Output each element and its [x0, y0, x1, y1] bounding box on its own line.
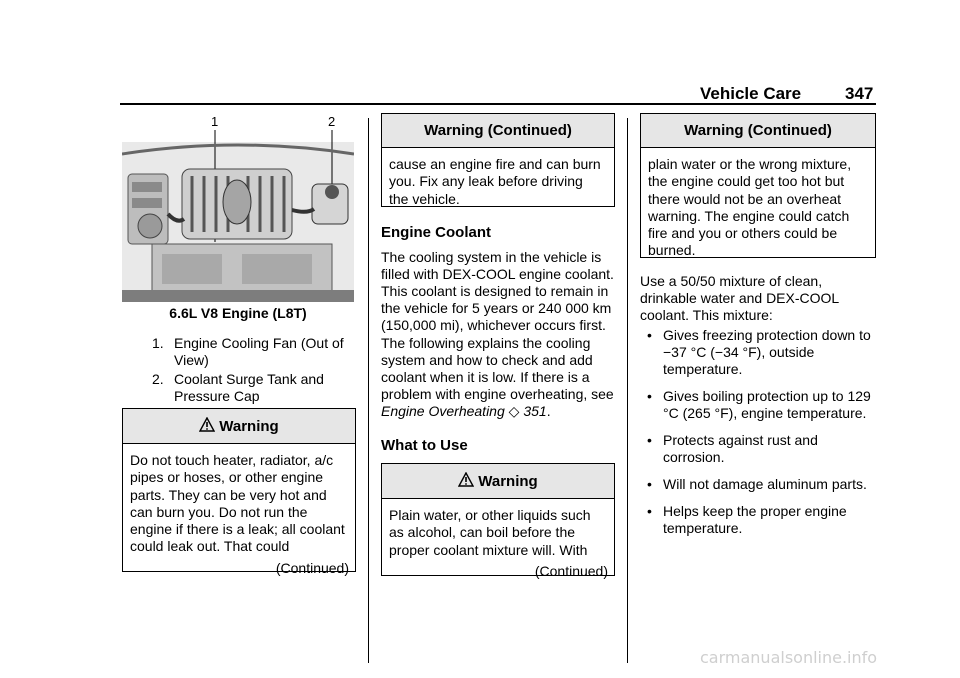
warning-header: Warning (Continued) — [382, 114, 614, 148]
continued-label: (Continued) — [534, 562, 608, 579]
page-section-title: Vehicle Care — [700, 84, 802, 103]
list-item: • Helps keep the proper engine temperature. — [647, 503, 847, 536]
column-divider-1 — [368, 118, 369, 663]
list-item: • Protects against rust and corrosion. — [647, 432, 818, 465]
engine-coolant-paragraph-2: The following explains the cooling system and how to check and add coolant when it is low. If there is a problem with engine overheating, see Engine Overheating ◇ 351. — [381, 335, 614, 419]
cross-reference-page[interactable]: 351 — [523, 403, 547, 419]
header-rule — [120, 103, 876, 105]
column-divider-2 — [627, 118, 628, 663]
heading-what-to-use: What to Use — [381, 437, 468, 454]
figure-caption: 6.6L V8 Engine (L8T) — [169, 305, 307, 321]
warning-icon — [199, 417, 215, 433]
warning-header: Warning — [382, 464, 614, 499]
callout-1: 1 — [211, 114, 219, 129]
warning-text: plain water or the wrong mixture, the engine could get too hot but there would not be an overheat warning. The engine could catch fire and you or others could be burned. — [648, 156, 852, 259]
engine-figure — [122, 114, 354, 302]
legend-item: 1. Engine Cooling Fan (Out of View) — [152, 335, 344, 368]
warning-box-hot-parts — [122, 408, 356, 576]
list-item: • Will not damage aluminum parts. — [647, 476, 867, 492]
cross-reference-link[interactable]: Engine Overheating — [381, 403, 505, 419]
warning-text: Do not touch heater, radiator, a/c pipes or hoses, or other engine parts. They can be very hot and can burn you. Do not run the engine if there is a leak; all coolant could leak out. That could — [130, 452, 345, 555]
warning-text: cause an engine fire and can burn you. Fix any leak before driving the vehicle. — [389, 156, 601, 207]
warning-header: Warning — [123, 409, 355, 444]
warning-text: Plain water, or other liquids such as alcohol, can boil before the proper coolant mixture will. With — [389, 507, 591, 558]
continued-label: (Continued) — [275, 559, 349, 576]
warning-box-continued-2 — [640, 113, 876, 258]
list-item: • Gives boiling protection up to 129 °C (265 °F), engine temperature. — [647, 388, 871, 421]
watermark: carmanualsonline.info — [700, 648, 878, 667]
page-reference-icon: ◇ — [508, 403, 520, 419]
legend-item: 2. Coolant Surge Tank and Pressure Cap — [152, 371, 324, 404]
warning-icon — [458, 472, 474, 488]
callout-2: 2 — [328, 114, 336, 129]
mixture-bullet-list — [647, 327, 877, 547]
page-number: 347 — [845, 84, 874, 103]
mixture-intro: Use a 50/50 mixture of clean, drinkable water and DEX-COOL coolant. This mixture: — [640, 273, 839, 323]
figure-legend — [152, 335, 362, 407]
engine-coolant-paragraph-1: The cooling system in the vehicle is filled with DEX-COOL engine coolant. This coolant is designed to remain in the vehicle for 5 years or 240 000 km (150,000 mi), whichever occurs first. — [381, 249, 614, 333]
warning-box-plain-water — [381, 463, 615, 579]
engine-illustration — [122, 114, 354, 302]
warning-box-continued — [381, 113, 615, 207]
heading-engine-coolant: Engine Coolant — [381, 224, 491, 241]
list-item: • Gives freezing protection down to −37 °C (−34 °F), outside temperature. — [647, 327, 871, 377]
warning-header: Warning (Continued) — [641, 114, 875, 148]
